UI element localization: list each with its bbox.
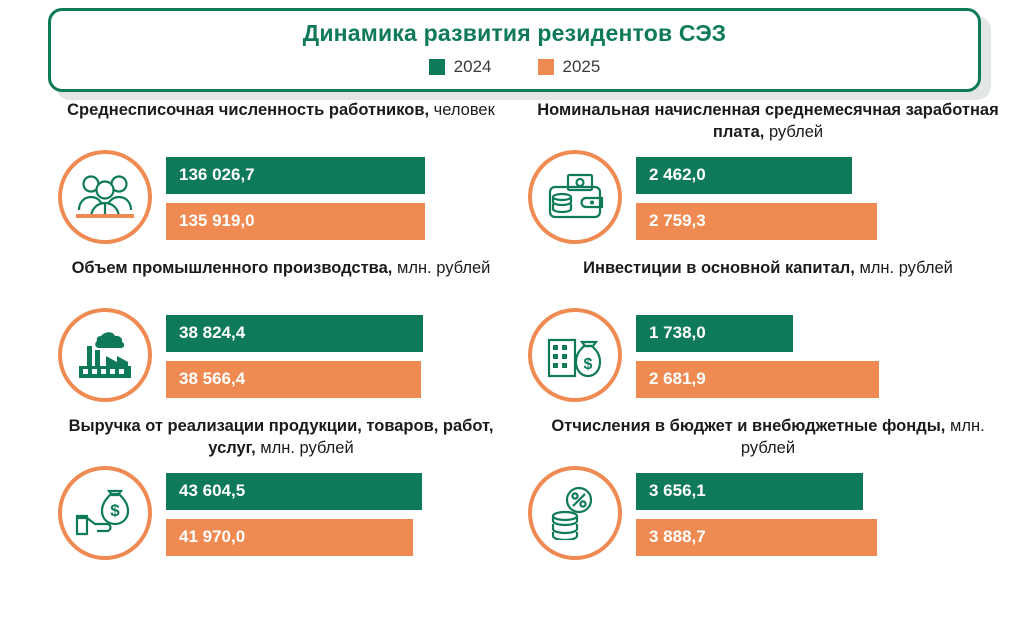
- metrics-grid: [0, 100, 1009, 560]
- row-spacer-1: [0, 244, 1009, 258]
- bar-2025-investments: 2 681,9: [636, 361, 879, 398]
- metric-bars-budget: [636, 471, 877, 556]
- bar-2024-wage: 2 462,0: [636, 157, 852, 194]
- metric-title-production: [58, 258, 504, 308]
- metric-title-budget: [528, 416, 1008, 466]
- metric-title-revenue-light: млн. рублей: [260, 438, 354, 457]
- metric-block-workers: [0, 100, 504, 244]
- metric-body-budget: [528, 466, 1008, 560]
- metric-body-workers: [58, 150, 504, 244]
- metric-bars-workers: [166, 155, 425, 240]
- metric-block-investments: [504, 258, 1008, 402]
- metric-title-production-bold: Объем промышленного производства,: [71, 259, 393, 277]
- svg-text:$: $: [110, 501, 120, 520]
- metric-title-workers: [58, 100, 504, 150]
- bar-2024-budget: 3 656,1: [636, 473, 863, 510]
- metric-title-workers-bold: Среднесписочная численность работников,: [67, 101, 430, 119]
- wallet-money-icon: [528, 150, 622, 244]
- chart-legend: [51, 57, 978, 77]
- page-title: Динамика развития резидентов СЭЗ: [302, 20, 727, 46]
- metric-title-production-light: млн. рублей: [396, 259, 491, 277]
- bar-2025-budget: 3 888,7: [636, 519, 877, 556]
- legend-item-2024: [429, 57, 492, 77]
- metric-title-budget-light: млн. рублей: [740, 417, 985, 457]
- metric-block-production: [0, 258, 504, 402]
- metric-block-revenue: [0, 416, 504, 560]
- metrics-row-1: [0, 100, 1009, 244]
- legend-item-2025: [538, 57, 601, 77]
- bar-2024-workers: 136 026,7: [166, 157, 425, 194]
- bar-2025-workers: 135 919,0: [166, 203, 425, 240]
- svg-text:$: $: [583, 356, 593, 373]
- header-panel: [48, 8, 981, 92]
- bar-2025-wage: 2 759,3: [636, 203, 877, 240]
- metric-title-investments: [528, 258, 1008, 308]
- metric-title-wage-bold: Номинальная начисленная среднемесячная заработная плата,: [537, 101, 999, 141]
- workers-group-icon: [58, 150, 152, 244]
- metric-body-production: [58, 308, 504, 402]
- metric-title-workers-light: человек: [433, 101, 495, 119]
- metric-block-budget: [504, 416, 1008, 560]
- metric-title-wage: [528, 100, 1008, 150]
- metric-title-revenue: [58, 416, 504, 466]
- bar-2024-investments: 1 738,0: [636, 315, 793, 352]
- metric-title-wage-light: рублей: [768, 122, 824, 141]
- bar-2025-revenue: 41 970,0: [166, 519, 413, 556]
- metric-body-investments: [528, 308, 1008, 402]
- metrics-row-3: [0, 416, 1009, 560]
- metric-title-budget-bold: Отчисления в бюджет и внебюджетные фонды,: [551, 417, 946, 435]
- metric-bars-revenue: [166, 471, 422, 556]
- factory-icon: [58, 308, 152, 402]
- row-spacer-2: [0, 402, 1009, 416]
- hand-money-bag-icon: [58, 466, 152, 560]
- metric-title-revenue-bold: Выручка от реализации продукции, товаров, работ, услуг,: [68, 417, 494, 457]
- metric-bars-wage: [636, 155, 877, 240]
- legend-swatch-2025: [538, 59, 554, 75]
- percent-coins-icon: [528, 466, 622, 560]
- bar-2024-production: 38 824,4: [166, 315, 423, 352]
- metric-title-investments-light: млн. рублей: [859, 259, 953, 277]
- metrics-row-2: [0, 258, 1009, 402]
- legend-label-2024: 2024: [453, 57, 492, 76]
- metric-bars-investments: [636, 313, 879, 398]
- metric-body-revenue: [58, 466, 504, 560]
- metric-body-wage: [528, 150, 1008, 244]
- bar-2024-revenue: 43 604,5: [166, 473, 422, 510]
- legend-swatch-2024: [429, 59, 445, 75]
- metric-title-investments-bold: Инвестиции в основной капитал,: [583, 259, 855, 277]
- building-money-bag-icon: [528, 308, 622, 402]
- metric-bars-production: [166, 313, 423, 398]
- legend-label-2025: 2025: [562, 57, 601, 76]
- metric-block-wage: [504, 100, 1008, 244]
- bar-2025-production: 38 566,4: [166, 361, 421, 398]
